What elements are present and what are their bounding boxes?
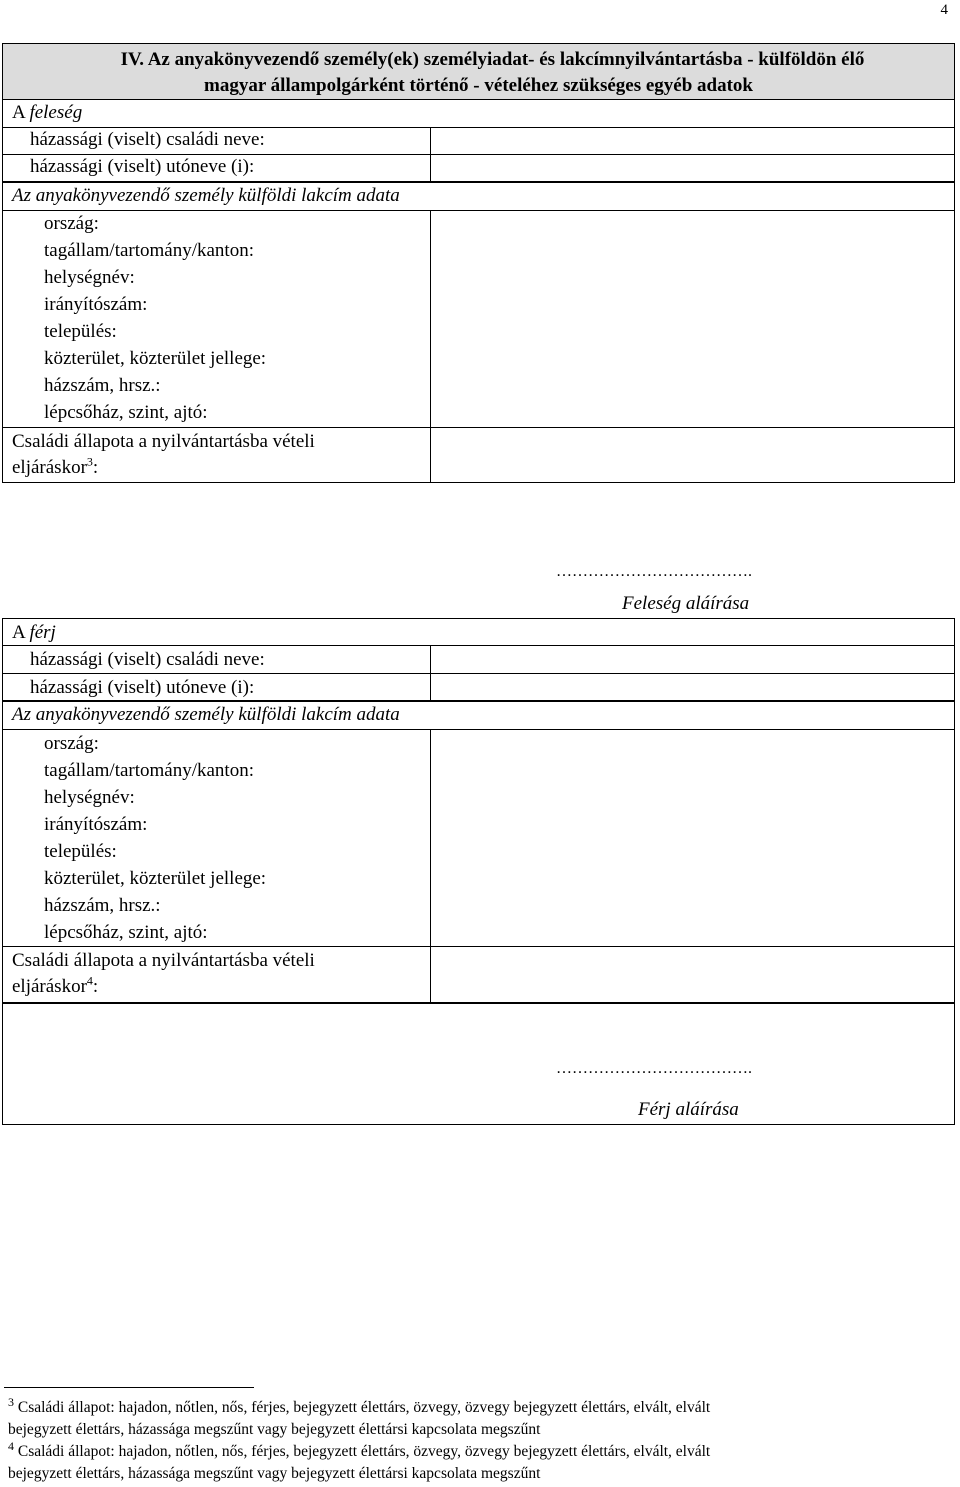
footnote-3-number: 3 <box>8 1394 14 1409</box>
husband-house-number-field[interactable] <box>431 891 954 918</box>
husband-family-status-line2: eljáráskor$^4$: <box>12 973 99 997</box>
husband-stairs-field[interactable] <box>431 918 954 945</box>
husband-married-given-names-field[interactable] <box>431 673 954 700</box>
wife-settlement-field[interactable] <box>431 318 954 345</box>
wife-house-number-label: házszám, hrsz.: <box>44 375 161 396</box>
wife-family-status-line1: Családi állapota a nyilvántartásba vételi <box>12 431 315 452</box>
husband-street-label: közterület, közterület jellege: <box>44 868 267 889</box>
husband-married-surname-field[interactable] <box>431 645 954 672</box>
footnote-3-line2: bejegyzett élettárs, házassága megszűnt vagy bejegyzett élettársi kapcsolata megszűnt <box>8 1421 541 1438</box>
husband-signature-line[interactable]: ………………………………. <box>556 1060 752 1077</box>
footnote-4 <box>8 1438 948 1485</box>
husband-signature-box <box>2 1003 955 1125</box>
husband-postcode-label: irányítószám: <box>44 814 148 835</box>
husband-family-status-label <box>12 948 417 1000</box>
footnote-ref-3[interactable]: 3 <box>86 454 93 469</box>
wife-street-field[interactable] <box>431 345 954 372</box>
wife-stairs-field[interactable] <box>431 399 954 426</box>
wife-country-field[interactable] <box>431 210 954 237</box>
husband-address-heading: Az anyakönyvezendő személy külföldi lakcím adata <box>12 704 400 725</box>
wife-street-label: közterület, közterület jellege: <box>44 348 267 369</box>
footnote-3 <box>8 1394 948 1441</box>
wife-country-label: ország: <box>44 213 99 234</box>
wife-married-given-names-field[interactable] <box>431 154 954 180</box>
husband-state-field[interactable] <box>431 756 954 783</box>
wife-postcode-label: irányítószám: <box>44 294 148 315</box>
footnote-4-line1: $^4$ Családi állapot: hajadon, nőtlen, nős, férjes, bejegyzett élettárs, özvegy, özvegy bejegyzett élettárs, elvált, elvált <box>8 1438 711 1460</box>
husband-postcode-field[interactable] <box>431 810 954 837</box>
wife-house-number-field[interactable] <box>431 372 954 399</box>
page-number: 4 <box>940 2 948 18</box>
husband-heading-word: férj <box>29 622 56 643</box>
husband-settlement-field[interactable] <box>431 837 954 864</box>
footnote-4-line2: bejegyzett élettárs, házassága megszűnt vagy bejegyzett élettársi kapcsolata megszűnt <box>8 1465 541 1482</box>
footnote-3-line1: $^3$ Családi állapot: hajadon, nőtlen, nős, férjes, bejegyzett élettárs, özvegy, özvegy bejegyzett élettárs, elvált, elvált <box>8 1394 711 1416</box>
wife-address-heading: Az anyakönyvezendő személy külföldi lakcím adata <box>12 185 400 206</box>
husband-settlement-label: település: <box>44 841 117 862</box>
husband-locality-label: helységnév: <box>44 787 135 808</box>
husband-country-label: ország: <box>44 733 99 754</box>
wife-heading <box>12 100 82 126</box>
husband-country-field[interactable] <box>431 729 954 756</box>
husband-stairs-label: lépcsőház, szint, ajtó: <box>44 922 208 943</box>
husband-married-given-names-label: házassági (viselt) utóneve (i): <box>30 677 255 698</box>
husband-heading-prefix: A <box>12 622 30 643</box>
husband-family-status-field[interactable] <box>431 946 954 1001</box>
section-title-line1: IV. Az anyakönyvezendő személy(ek) személyiadat- és lakcímnyilvántartásba - külföldön élő <box>120 49 865 70</box>
section-title-line2: magyar állampolgárként történő - vételéhez szükséges egyéb adatok <box>204 75 753 96</box>
wife-locality-field[interactable] <box>431 264 954 291</box>
wife-family-status-field[interactable] <box>431 427 954 482</box>
wife-married-surname-label: házassági (viselt) családi neve: <box>30 129 265 150</box>
footnote-separator <box>4 1387 254 1388</box>
section-title <box>2 43 955 100</box>
wife-heading-prefix: A <box>12 102 30 123</box>
wife-heading-word: feleség <box>29 102 83 123</box>
husband-street-field[interactable] <box>431 864 954 891</box>
wife-family-status-label <box>12 429 417 481</box>
wife-family-status-line2: eljáráskor$^3$: <box>12 454 99 478</box>
husband-family-status-line1: Családi állapota a nyilvántartásba vételi <box>12 950 315 971</box>
wife-signature-line[interactable]: ………………………………. <box>556 563 752 580</box>
wife-signature-label: Feleség aláírása <box>622 593 750 614</box>
wife-settlement-label: település: <box>44 321 117 342</box>
husband-locality-field[interactable] <box>431 783 954 810</box>
wife-locality-label: helységnév: <box>44 267 135 288</box>
husband-married-surname-label: házassági (viselt) családi neve: <box>30 649 265 670</box>
husband-signature-label: Férj aláírása <box>638 1099 739 1120</box>
wife-stairs-label: lépcsőház, szint, ajtó: <box>44 402 208 423</box>
husband-house-number-label: házszám, hrsz.: <box>44 895 161 916</box>
wife-married-given-names-label: házassági (viselt) utóneve (i): <box>30 156 255 177</box>
wife-state-field[interactable] <box>431 237 954 264</box>
wife-married-surname-field[interactable] <box>431 127 954 153</box>
wife-state-label: tagállam/tartomány/kanton: <box>44 240 254 261</box>
husband-heading <box>12 620 56 646</box>
footnote-ref-4[interactable]: 4 <box>86 973 93 988</box>
footnote-4-number: 4 <box>8 1438 14 1453</box>
wife-postcode-field[interactable] <box>431 291 954 318</box>
husband-state-label: tagállam/tartomány/kanton: <box>44 760 254 781</box>
